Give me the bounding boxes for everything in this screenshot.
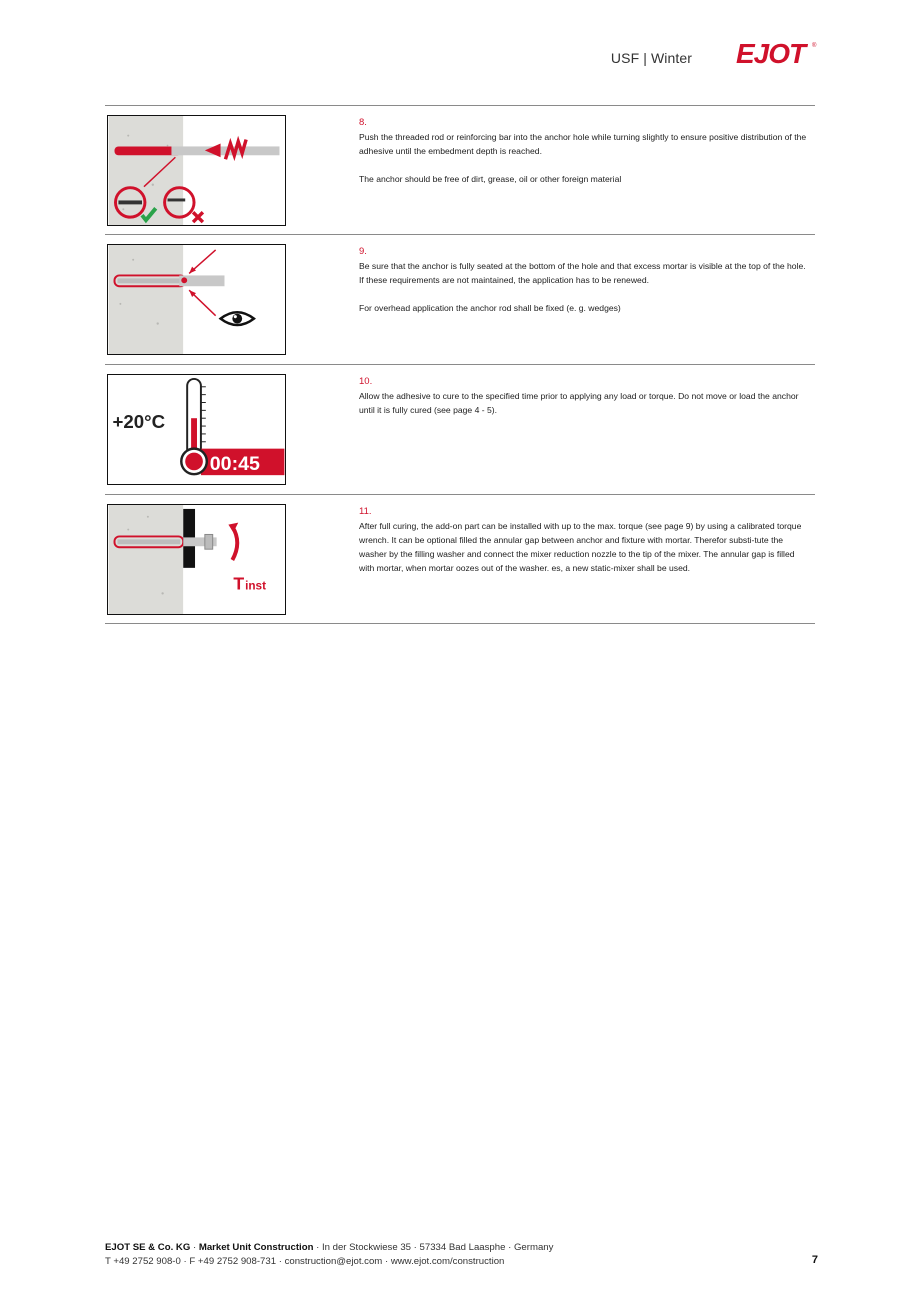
timer-label: 00:45 — [209, 453, 260, 476]
step-9-illustration — [107, 244, 286, 355]
step-11-illustration — [107, 504, 286, 615]
step-paragraph: Allow the adhesive to cure to the specified time prior to applying any load or torque. Do not move or load the anchor until it is fully cured (see page 4 - 5). — [359, 391, 799, 415]
step-8-text — [359, 116, 809, 186]
step-10-illustration — [107, 374, 286, 485]
step-10-text — [359, 375, 809, 417]
step-number: 11. — [359, 506, 372, 517]
footer-contact-line: T +49 2752 908-0 · F +49 2752 908-731 · construction@ejot.com · www.ejot.com/construction — [105, 1256, 505, 1267]
page-number: 7 — [811, 1254, 818, 1266]
torque-subscript: inst — [245, 579, 267, 593]
step-9 — [105, 235, 815, 363]
thermometer-bulb-icon — [185, 453, 203, 471]
step-paragraph: Be sure that the anchor is fully seated at the bottom of the hole and that excess mortar is visible at the top of the hole. If these requirements are not maintained, the application has to be renewed. — [359, 261, 806, 285]
step-9-text — [359, 245, 809, 315]
step-paragraph: For overhead application the anchor rod shall be fixed (e. g. wedges) — [359, 303, 621, 313]
torque-label: T — [233, 573, 245, 594]
step-8-illustration — [107, 115, 286, 226]
step-paragraph: After full curing, the add-on part can be installed with up to the max. torque (see page 9) by using a calibrated torque wrench. It can be optional filled the annular gap between anchor and fixture with mortar. Therefor substi-tute the washer by the filling washer and connect the mixer reduction nozzle to the tip of the mixer. The annular gap is filled with mortar, when mortar oozes out of the washer. es, a new static-mixer shall be used. — [359, 521, 802, 573]
logo-text: EJOT — [736, 38, 806, 68]
check-seating-diagram — [108, 245, 285, 354]
step-number: 10. — [359, 376, 373, 387]
temperature-label: +20°C — [112, 411, 166, 433]
step-8 — [105, 106, 815, 234]
step-11 — [105, 495, 815, 623]
header-product-title: USF | Winter — [610, 50, 692, 66]
logo-registered-mark: ® — [812, 43, 817, 49]
step-paragraph: Push the threaded rod or reinforcing bar into the anchor hole while turning slightly to ensure positive distribution of the adhesive until the embedment depth is reached. — [359, 132, 807, 156]
torque-install-diagram — [108, 505, 285, 614]
page-footer — [105, 1241, 745, 1269]
step-paragraph: The anchor should be free of dirt, grease, oil or other foreign material — [359, 174, 622, 184]
divider-line — [105, 623, 815, 624]
ejot-logo — [736, 38, 818, 68]
step-10 — [105, 365, 815, 493]
step-11-text — [359, 505, 809, 575]
footer-address: · In der Stockwiese 35 · 57334 Bad Laasphe · Germany — [313, 1242, 554, 1253]
step-number: 8. — [359, 117, 367, 128]
footer-unit: Market Unit Construction — [198, 1242, 314, 1253]
curing-time-diagram — [108, 375, 285, 484]
step-number: 9. — [359, 246, 367, 257]
footer-separator: · — [190, 1242, 199, 1253]
excess-mortar-shape — [181, 277, 187, 283]
nut-shape — [205, 534, 213, 549]
footer-company: EJOT SE & Co. KG — [105, 1242, 191, 1253]
footer-line-1 — [105, 1241, 745, 1255]
insert-rod-turning-diagram — [108, 116, 285, 225]
rod-in-hole-shape — [115, 146, 182, 155]
